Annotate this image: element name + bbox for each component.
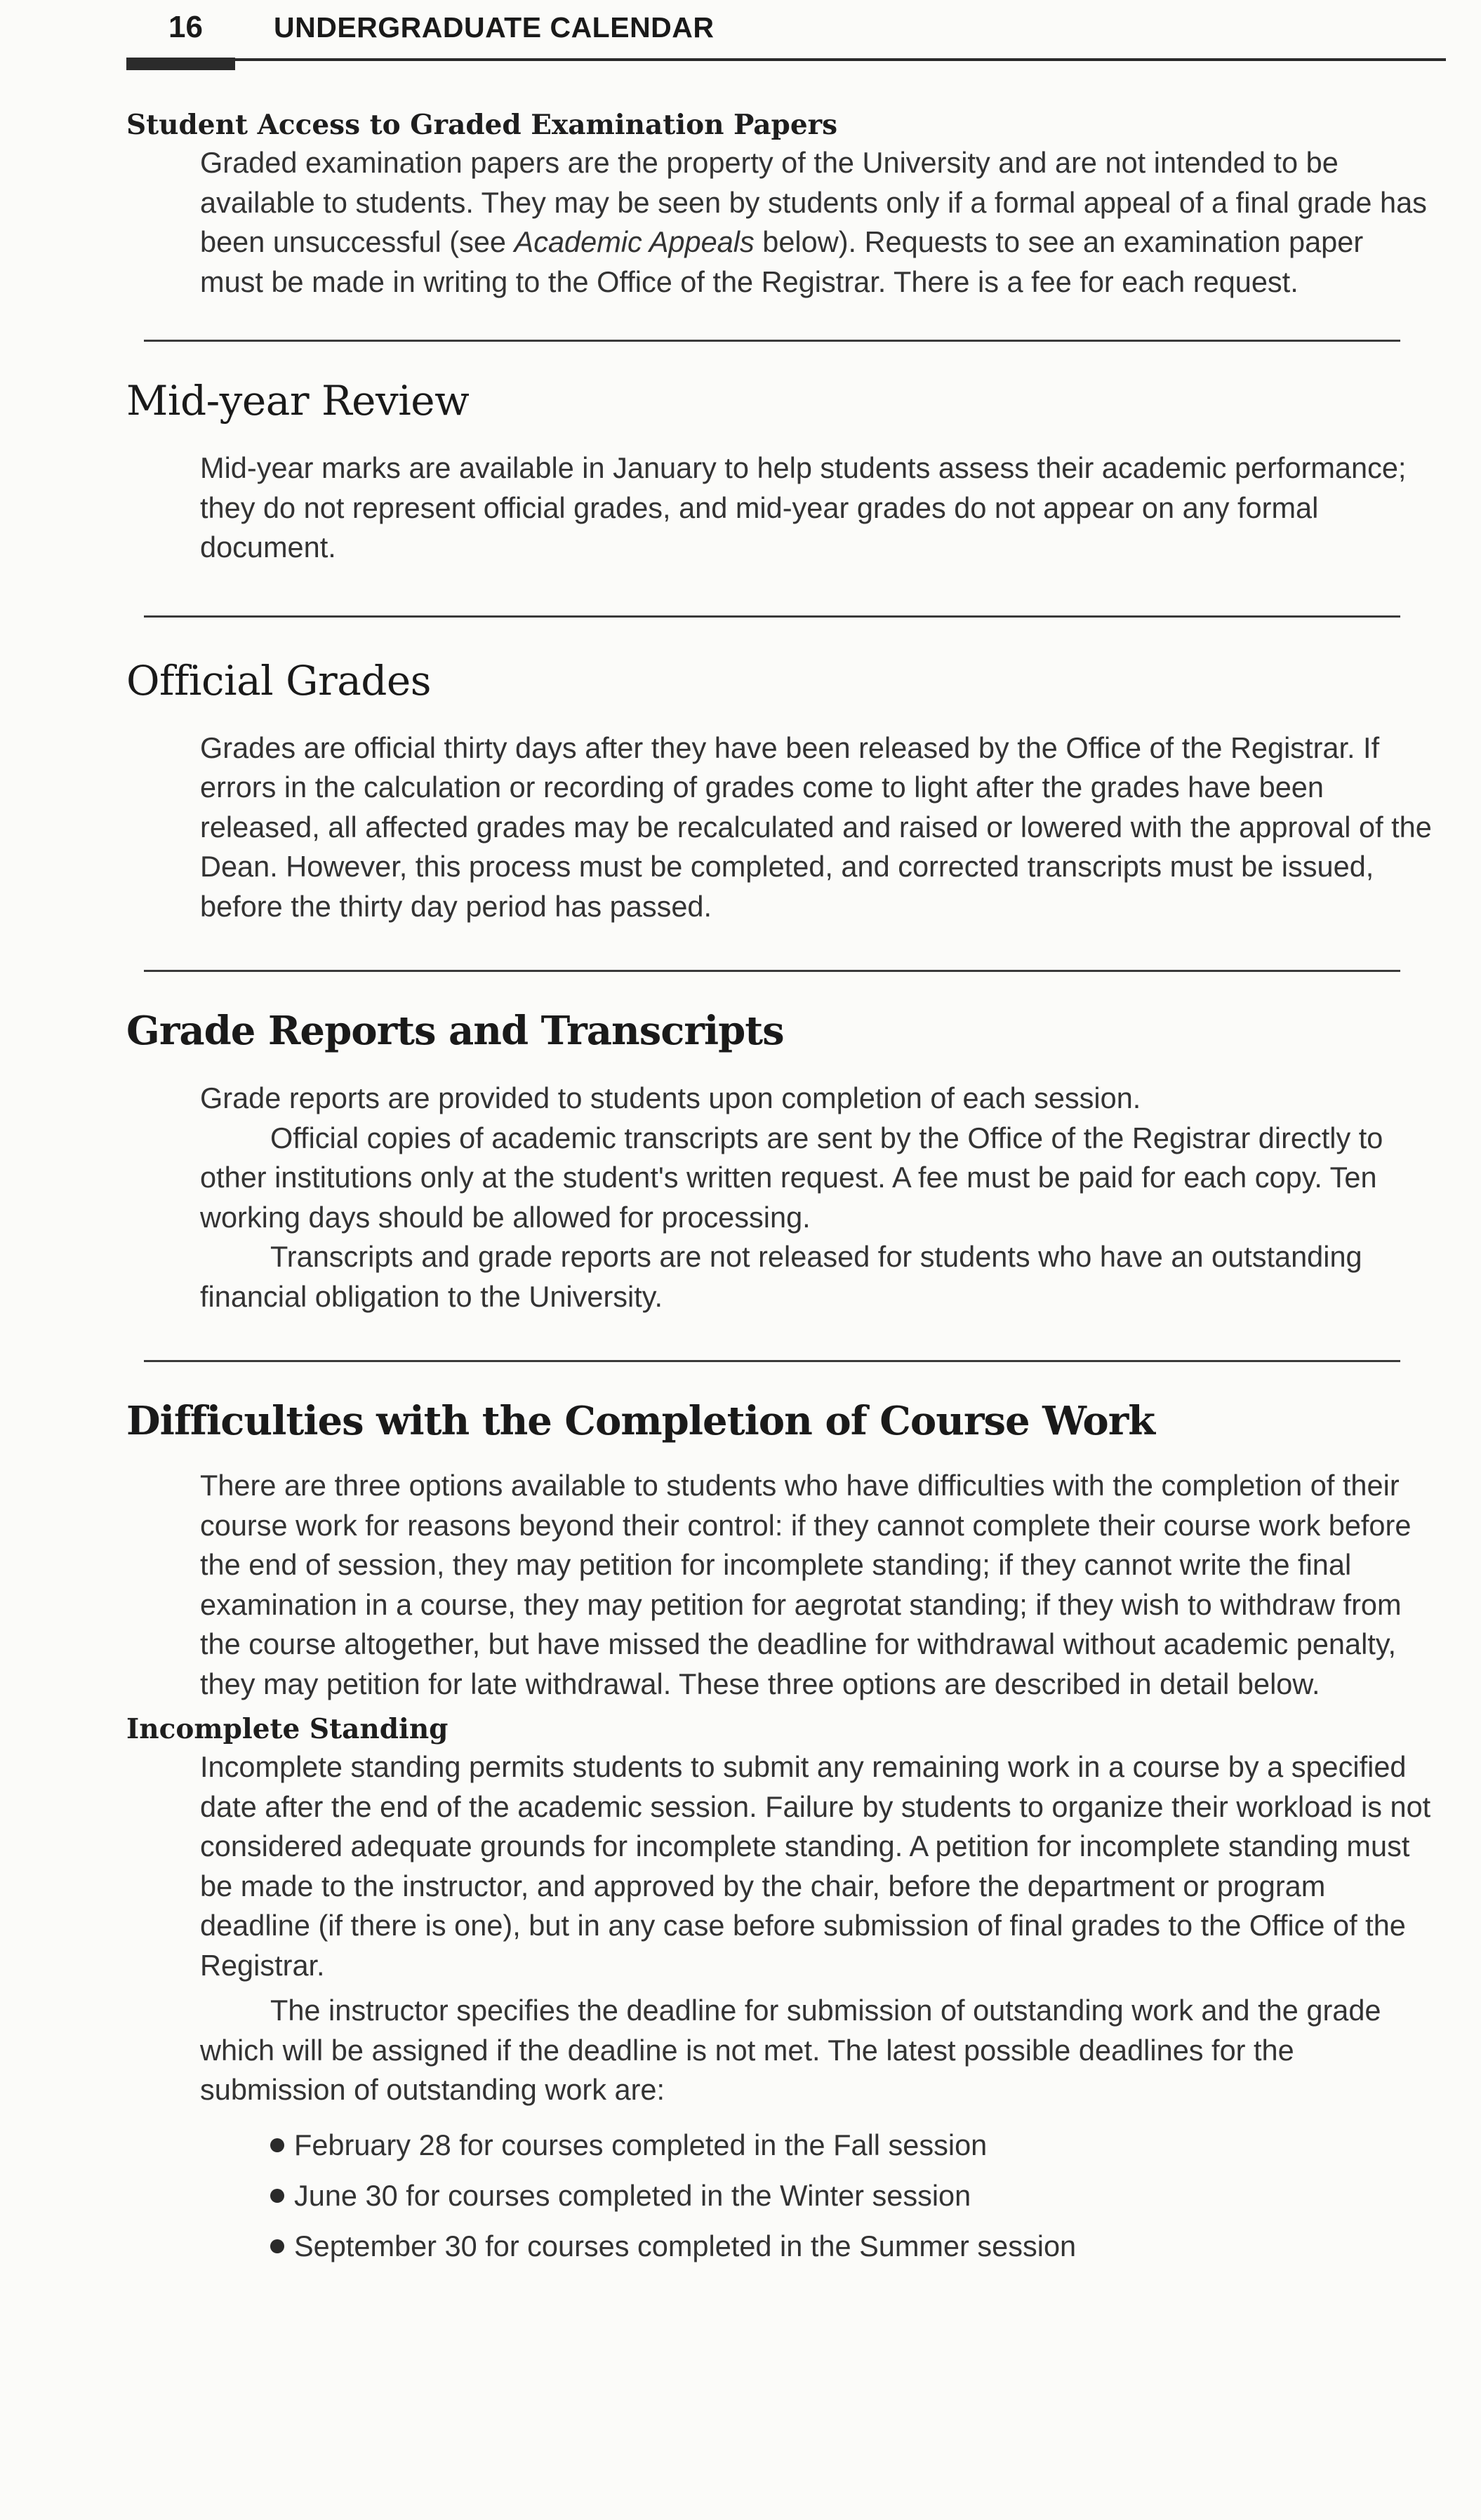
cross-reference: Academic Appeals — [514, 225, 755, 258]
section-grade-reports — [126, 1003, 1446, 1316]
paragraph: Official copies of academic transcripts are sent by the Office of the Registrar directly to other institutions only at the student's written request. A fee must be paid for each copy. Ten working days should be allowed for processing. — [200, 1121, 1383, 1234]
section-graded-papers — [126, 104, 1446, 302]
page-header — [126, 0, 1446, 70]
section-difficulties — [126, 1393, 1446, 1704]
header-rule — [126, 58, 1446, 61]
paragraph: The instructor specifies the deadline for submission of outstanding work and the grade which will be assigned if the deadline is not met. The latest possible deadlines for the submission of outstanding work are: — [200, 1994, 1381, 2106]
bullet-icon — [270, 2239, 284, 2253]
section-divider — [144, 615, 1400, 618]
section-official-grades — [126, 653, 1446, 927]
page-number: 16 — [168, 10, 203, 44]
page-content — [126, 98, 1446, 2272]
running-title: UNDERGRADUATE CALENDAR — [274, 11, 715, 44]
header-rule-block — [126, 58, 235, 70]
section-title: Mid-year Review — [126, 377, 470, 425]
list-item: September 30 for courses completed in the Summer session — [270, 2221, 1446, 2272]
paragraph: There are three options available to students who have difficulties with the completion of their course work for reasons beyond their control: if they cannot complete their course work before the end of session, they may petition for incomplete standing; if they cannot write the final examination in a course, they may petition for aegrotat standing; if they wish to withdraw from the course altogether, but have missed the deadline for withdrawal without academic penalty, they may petition for late withdrawal. These three options are described in detail below. — [200, 1469, 1412, 1700]
list-item: February 28 for courses completed in the Fall session — [270, 2120, 1446, 2171]
bullet-icon — [270, 2138, 284, 2152]
section-title: Official Grades — [126, 656, 431, 705]
section-title: Grade Reports and Transcripts — [126, 1008, 784, 1054]
section-divider — [144, 1360, 1400, 1362]
paragraph: Incomplete standing permits students to submit any remaining work in a course by a specified date after the end of the academic session. Failure by students to organize their workload is not considered adequate grounds for incomplete standing. A petition for incomplete standing must be made to the instructor, and approved by the chair, before the department or program deadline (if there is one), but in any case before submission of final grades to the Office of the Registrar. — [200, 1750, 1431, 1982]
paragraph: Grades are official thirty days after they have been released by the Office of the Registrar. If errors in the calculation or recording of grades come to light after the grades have been released, all affected grades may be recalculated and raised or lowered with the approval of the Dean. However, this process must be completed, and corrected transcripts must be issued, before the thirty day period has passed. — [200, 731, 1432, 923]
paragraph: Grade reports are provided to students upon completion of each session. — [200, 1081, 1141, 1114]
deadline-list — [126, 2120, 1446, 2272]
section-title: Difficulties with the Completion of Course Work — [126, 1398, 1155, 1444]
paragraph: Graded examination papers are the property of the University and are not intended to be available to students. They may be seen by students only if a formal appeal of a final grade has been unsuccessful (see Academic Appeals below). Requests to see an examination paper must be made in writing to the Office of the Registrar. There is a fee for each request. — [200, 146, 1427, 298]
subsection-heading: Student Access to Graded Examination Papers — [126, 109, 838, 141]
section-divider — [144, 970, 1400, 972]
subsection-heading: Incomplete Standing — [126, 1713, 449, 1745]
section-mid-year-review — [126, 373, 1446, 568]
paragraph: Transcripts and grade reports are not released for students who have an outstanding financial obligation to the University. — [200, 1240, 1362, 1313]
bullet-icon — [270, 2189, 284, 2203]
section-incomplete-standing — [126, 1708, 1446, 2272]
list-item: June 30 for courses completed in the Winter session — [270, 2171, 1446, 2221]
paragraph: Mid-year marks are available in January to help students assess their academic performance; they do not represent official grades, and mid-year grades do not appear on any formal document. — [200, 451, 1407, 564]
section-divider — [144, 340, 1400, 342]
